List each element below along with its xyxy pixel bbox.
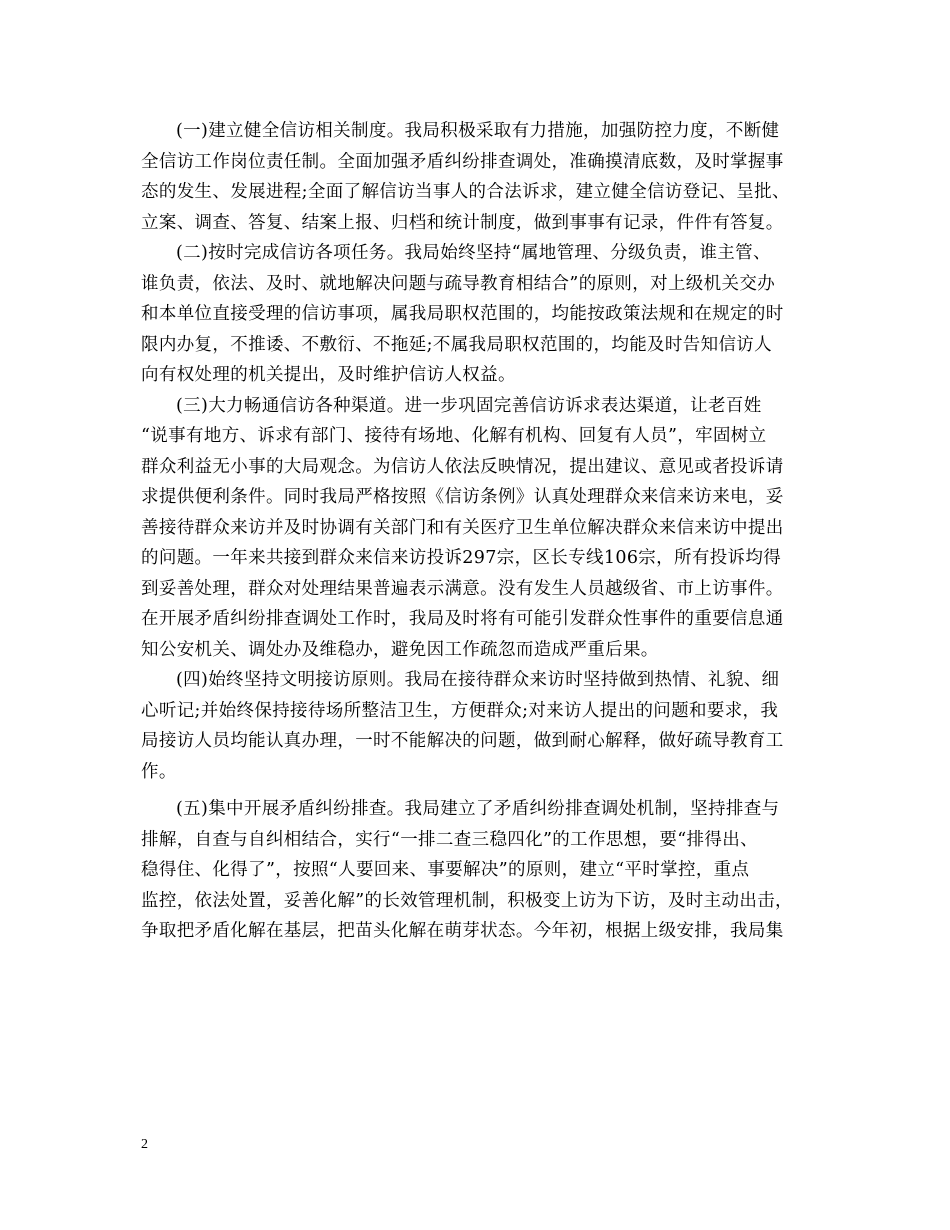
text-line: (二)按时完成信访各项任务。我局始终坚持“属地管理、分级负责，谁主管、	[176, 243, 771, 263]
text-line: 局接访人员均能认真办理，一时不能解决的问题，做到耐心解释，做好疏导教育工	[141, 731, 784, 751]
text-line: (五)集中开展矛盾纠纷排查。我局建立了矛盾纠纷排查调处机制，坚持排查与	[176, 799, 780, 819]
text-line: 心听记;并始终保持接待场所整洁卫生，方便群众;对来访人提出的问题和要求，我	[141, 700, 779, 721]
text-line: 立案、调查、答复、结案上报、归档和统计制度，做到事事有记录，件件有答复。	[141, 212, 784, 233]
paragraph-section-5	[141, 794, 803, 947]
text-line: 知公安机关、调处办及维稳办，避免因工作疏忽而造成严重后果。	[141, 639, 659, 660]
text-line: (三)大力畅通信访各种渠道。进一步巩固完善信访诉求表达渠道，让老百姓	[176, 395, 762, 416]
text-line: 在开展矛盾纠纷排查调处工作时，我局及时将有可能引发群众性事件的重要信息通	[141, 609, 784, 629]
paragraph-section-4	[141, 665, 803, 787]
text-line: 限内办复，不推诿、不敷衍、不拖延;不属我局职权范围的，均能及时告知信访人	[141, 334, 772, 355]
document-body	[141, 116, 803, 947]
text-line: 的问题。一年来共接到群众来信来访投诉297宗，区长专线106宗，所有投诉均得	[141, 548, 782, 568]
paragraph-section-2	[141, 238, 803, 391]
text-line: 排解，自查与自纠相结合，实行“一排二查三稳四化”的工作思想，要“排得出、	[141, 829, 758, 850]
text-line: (一)建立健全信访相关制度。我局积极采取有力措施，加强防控力度，不断健	[176, 121, 780, 141]
paragraph-section-1	[141, 116, 803, 238]
page-number: 2	[141, 1137, 148, 1152]
text-line: 争取把矛盾化解在基层，把苗头化解在萌芽状态。今年初，根据上级安排，我局集	[141, 921, 784, 941]
text-line: (四)始终坚持文明接访原则。我局在接待群众来访时坚持做到热情、礼貌、细	[176, 670, 780, 690]
paragraph-section-3	[141, 391, 803, 666]
text-line: “说事有地方、诉求有部门、接待有场地、化解有机构、回复有人员”，牢固树立	[141, 426, 767, 446]
text-line: 求提供便利条件。同时我局严格按照《信访条例》认真处理群众来信来访来电，妥	[141, 487, 784, 507]
text-line: 作。	[141, 761, 177, 782]
text-line: 向有权处理的机关提出，及时维护信访人权益。	[141, 365, 516, 385]
text-line: 全信访工作岗位责任制。全面加强矛盾纠纷排查调处，准确摸清底数，及时掌握事	[141, 151, 784, 172]
text-line: 谁负责，依法、及时、就地解决问题与疏导教育相结合”的原则，对上级机关交办	[141, 273, 776, 294]
text-line: 善接待群众来访并及时协调有关部门和有关医疗卫生单位解决群众来信来访中提出	[141, 517, 784, 538]
text-line: 稳得住、化得了”，按照“人要回来、事要解决”的原则，建立“平时掌控，重点	[141, 860, 750, 880]
text-line: 监控，依法处置，妥善化解”的长效管理机制，积极变上访为下访，及时主动出击，	[141, 890, 793, 911]
text-line: 群众利益无小事的大局观念。为信访人依法反映情况，提出建议、意见或者投诉请	[141, 456, 784, 477]
text-line: 到妥善处理，群众对处理结果普遍表示满意。没有发生人员越级省、市上访事件。	[141, 578, 784, 599]
text-line: 态的发生、发展进程;全面了解信访当事人的合法诉求，建立健全信访登记、呈批、	[141, 182, 790, 202]
text-line: 和本单位直接受理的信访事项，属我局职权范围的，均能按政策法规和在规定的时	[141, 304, 784, 324]
